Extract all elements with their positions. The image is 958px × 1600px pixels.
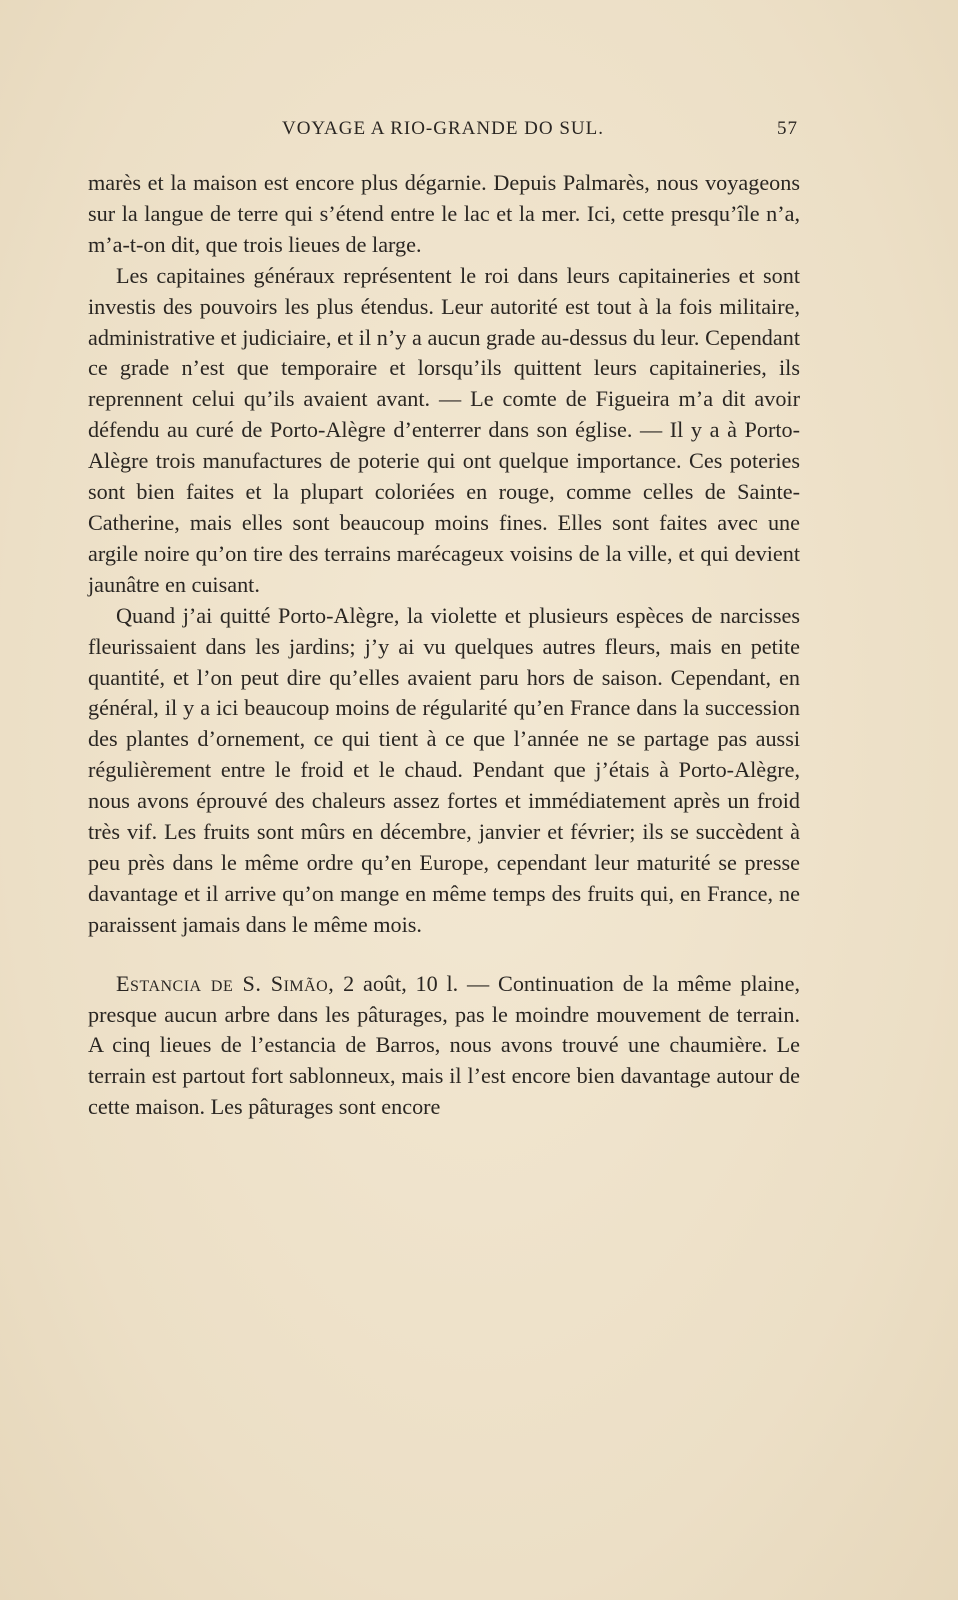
entry-heading: Estancia de S. Simão, xyxy=(116,970,335,996)
paragraph-porto-alegre: Quand j’ai quitté Porto-Alègre, la violette et plusieurs espèces de narcisses fleurissaient dans les jardins; j’y ai vu quelques autres fleurs, mais en petite quantité, et l’on peut dire qu’elles avaient paru hors de saison. Cependant, en général, il y a ici beaucoup moins de régularité qu’en France dans la succession des plantes d’ornement, ce qui tient à ce que l’année ne se partage pas aussi régulièrement entre le froid et le chaud. Pendant que j’étais à Porto-Alègre, nous avons éprouvé des chaleurs assez fortes et immédiatement après un froid très vif. Les fruits sont mûrs en décembre, janvier et février; ils se succèdent à peu près dans le même ordre qu’en Europe, cependant leur maturité se presse davantage et il arrive qu’on mange en même temps des fruits qui, en France, ne paraissent jamais dans le même mois. xyxy=(88,602,800,937)
paragraph-capitaines: Les capitaines généraux représentent le roi dans leurs capitaineries et sont investis des pouvoirs les plus étendus. Leur autorité est tout à la fois militaire, administrative et judiciaire, et il n’y a aucun grade au-dessus du leur. Cependant ce grade n’est que temporaire et lorsqu’ils quittent leurs capitaineries, ils reprennent celui qu’ils avaient avant. — Le comte de Figueira m’a dit avoir défendu au curé de Porto-Alègre d’enterrer dans son église. — Il y a à Porto-Alègre trois manufactures de poterie qui ont quelque importance. Ces poteries sont bien faites et la plupart coloriées en rouge, comme celles de Sainte-Catherine, mais elles sont beaucoup moins fines. Elles sont faites avec une argile noire qu’on tire des terrains marécageux voisins de la ville, et qui devient jaunâtre en cuisant. xyxy=(88,262,800,597)
page-body xyxy=(88,168,800,1123)
paragraph-continuation: marès et la maison est encore plus dégarnie. Depuis Palmarès, nous voyageons sur la langue de terre qui s’étend entre le lac et la mer. Ici, cette presqu’île n’a, m’a-t-on dit, que trois lieues de large. xyxy=(88,170,800,257)
page-number: 57 xyxy=(777,118,798,139)
paragraph-estancia-entry xyxy=(88,969,800,1124)
entry-text: 2 août, 10 l. — Continuation de la même plaine, presque aucun arbre dans les pâturages, pas le moindre mouvement de terrain. A cinq lieues de l’estancia de Barros, nous avons trouvé une chaumière. Le terrain est partout fort sablonneux, mais il l’est encore bien davantage autour de cette maison. Les pâturages sont encore xyxy=(88,970,801,1120)
page-header xyxy=(88,118,798,148)
running-title: VOYAGE A RIO-GRANDE DO SUL. xyxy=(281,118,605,139)
